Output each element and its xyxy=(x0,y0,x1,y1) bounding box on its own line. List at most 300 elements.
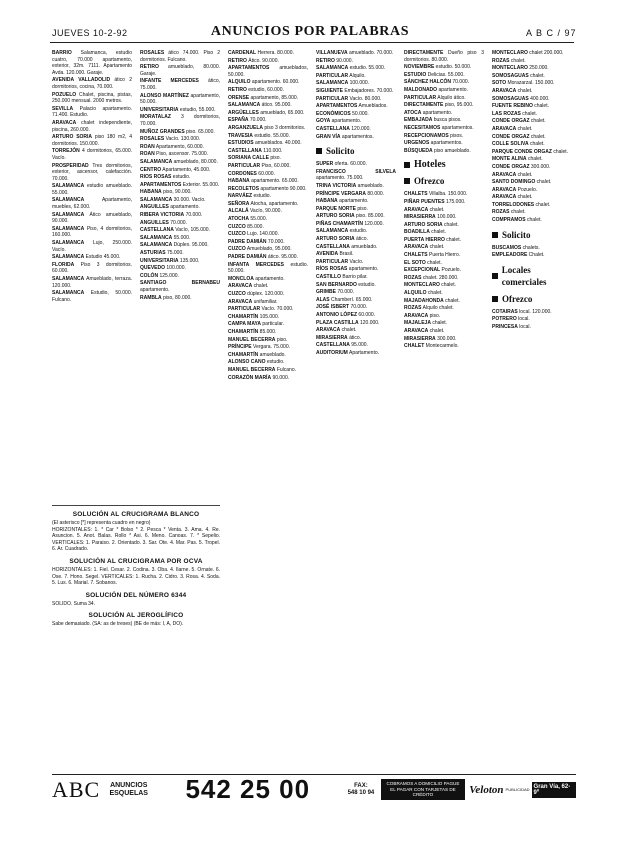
ad-keyword: ALQUILO xyxy=(228,79,251,86)
classified-ad xyxy=(316,103,396,110)
ad-text: ático. 95.000. xyxy=(267,254,298,261)
ad-keyword: EL SOTO xyxy=(404,259,426,266)
ad-keyword: JOSÉ ISBERT xyxy=(316,304,350,311)
ad-text: Vacío. xyxy=(349,258,364,265)
ad-text: Herrera. 80.000. xyxy=(257,50,294,56)
ad-keyword: CHAMARTÍN xyxy=(228,328,259,335)
page-title: ANUNCIOS POR PALABRAS xyxy=(210,24,410,39)
ad-keyword: ARTURO SORIA xyxy=(404,221,443,228)
classified-ad xyxy=(404,102,484,109)
classified-ad xyxy=(492,309,574,316)
classified-ad xyxy=(404,79,484,86)
banner-fax xyxy=(341,783,380,797)
ad-text: apartamento 90.000. xyxy=(260,185,307,192)
ad-text: estudio amueblado. 55.000. xyxy=(52,183,132,196)
classified-ad xyxy=(492,217,574,224)
classified-ad xyxy=(52,183,132,196)
ad-keyword: ALONSO MARTÍNEZ xyxy=(140,92,189,99)
ad-keyword: MUÑOZ GRANDES xyxy=(140,128,185,135)
ad-keyword: UNIVERSITARIA xyxy=(140,106,179,113)
section-heading xyxy=(404,175,484,187)
ad-text: 85.000. xyxy=(259,328,277,335)
classified-ad xyxy=(140,258,220,265)
ad-keyword: PARTICULAR xyxy=(228,306,261,313)
ad-text: estudio. xyxy=(253,193,271,200)
ad-text: chalet. xyxy=(445,297,460,304)
ad-text: amueblado. 70.000. xyxy=(348,50,394,56)
ad-keyword: RIOS ROSAS xyxy=(140,174,172,181)
ad-text: chalet. xyxy=(510,57,526,64)
ad-keyword: ROZAS xyxy=(404,305,422,312)
ad-text: 30.000. Vacío. xyxy=(173,196,206,203)
ad-text: estudio, 55.000. xyxy=(179,106,216,113)
ad-keyword: MONCLOA xyxy=(228,275,254,282)
ad-text: amueblado, 80.000. xyxy=(173,158,218,165)
classified-ad xyxy=(492,88,574,95)
ad-text: Embajadores. 70.000. xyxy=(344,87,394,94)
ad-keyword: ARAVACA xyxy=(228,283,253,290)
ad-text: 100.000. xyxy=(437,214,457,221)
classified-ad xyxy=(316,169,396,182)
classified-ad xyxy=(316,282,396,289)
classified-ad xyxy=(316,111,396,118)
ad-keyword: ANTONIO LÓPEZ xyxy=(316,312,358,318)
ad-text: ático 74.000. Piso 2 dormitorios. Fulcano. xyxy=(140,50,220,63)
bullet-square-icon xyxy=(404,178,410,184)
ad-keyword: RETIRO xyxy=(140,64,159,71)
ad-keyword: GRIMBE xyxy=(316,289,336,296)
ad-keyword: PARTICULAR xyxy=(316,258,349,265)
ad-text: 300.000. xyxy=(437,335,457,342)
ad-text: piso. xyxy=(357,205,368,212)
ad-keyword: BÚSQUEDA xyxy=(404,147,433,154)
ad-text: 135.000. xyxy=(179,257,200,264)
ad-keyword: SALAMANCA xyxy=(52,211,85,218)
ad-text: Vacío. 130.000. xyxy=(165,136,201,143)
classified-ad xyxy=(228,155,308,162)
classified-ad xyxy=(404,305,484,312)
ad-keyword: ARTURO SORIA xyxy=(316,213,355,220)
ad-text: 70.000. xyxy=(267,238,285,245)
ad-keyword: EMBAJADA xyxy=(404,117,433,124)
classified-ad xyxy=(140,174,220,181)
ad-keyword: EMPLEADORE xyxy=(492,252,528,259)
solution-note: (El asterisco [*] representa cuadro en negro) xyxy=(52,520,151,526)
ad-text: estudio, 60.000. xyxy=(248,86,284,93)
classified-ad xyxy=(228,193,308,200)
ad-text: chalet. xyxy=(536,179,552,186)
ad-keyword: PARQUE NORTE xyxy=(316,205,356,212)
column-4 xyxy=(316,50,396,790)
classified-ad xyxy=(228,231,308,238)
ad-keyword: ARAVACA xyxy=(492,194,517,201)
ad-text: piso, 90.000. xyxy=(163,189,192,196)
ad-text: 80.000. xyxy=(367,190,385,197)
classified-ad xyxy=(140,136,220,143)
ad-keyword: EXCEPCIONAL xyxy=(404,267,441,274)
ad-keyword: CHAMARTÍN xyxy=(228,313,259,320)
classified-ad xyxy=(52,106,132,119)
ad-keyword: SALAMANCA xyxy=(52,290,85,297)
ad-text: Tres dormitorios, exterior, ascensor, calefacción. 70.000. xyxy=(52,162,132,182)
ad-text: apartamento. xyxy=(331,118,362,125)
classified-ad xyxy=(228,306,308,313)
ad-keyword: TRINA VICTORIA xyxy=(316,182,357,189)
ad-text: estudio. 55.000. xyxy=(349,65,386,72)
ad-text: Vacío. 70.000. xyxy=(261,306,294,313)
ad-keyword: RETIRO xyxy=(316,57,335,64)
ad-text: apartamentos. xyxy=(430,140,463,147)
ad-text: unifamiliar. xyxy=(253,298,278,305)
ad-keyword: CASTELLANA xyxy=(140,227,174,234)
ad-text: 120.000. xyxy=(364,220,384,227)
ad-keyword: CONDE ORGAZ xyxy=(492,118,530,125)
ad-keyword: SUPER xyxy=(316,161,334,168)
ad-keyword: UNIVERSITARIA xyxy=(140,257,179,264)
ad-keyword: SALAMANCA xyxy=(52,254,85,261)
classified-ad xyxy=(492,172,574,179)
ad-text: chalet. xyxy=(341,327,357,334)
ad-text: chalet. xyxy=(427,259,442,266)
classified-ad xyxy=(52,148,132,161)
ad-keyword: RAMBLA xyxy=(140,294,162,301)
ad-text: piso, 95.000. xyxy=(444,102,474,109)
ad-text: Lujo, 250.000. Vacío. xyxy=(52,240,132,253)
classified-ad xyxy=(404,222,484,229)
ad-keyword: SALAMANCA xyxy=(228,102,261,109)
classified-ad xyxy=(228,208,308,215)
banner-anuncios-label: ANUNCIOS ESQUELAS xyxy=(109,781,148,797)
classified-ad xyxy=(140,242,220,249)
ad-keyword: AUDITORIUM xyxy=(316,349,348,356)
classified-ad xyxy=(316,266,396,273)
ad-text: dúplex. 120.000. xyxy=(247,291,285,297)
ad-text: 100.000. xyxy=(166,265,186,272)
ad-text: Amueblado, terraza. 120.000. xyxy=(52,276,132,289)
classified-ad xyxy=(316,80,396,87)
solution-title: SOLUCIÓN DEL NÚMERO 6344 xyxy=(85,591,187,599)
ad-keyword: ARAVACA xyxy=(404,312,429,319)
ad-text: Chamberí. 65.000. xyxy=(331,296,373,303)
classified-ad xyxy=(492,73,574,80)
classified-ad xyxy=(140,93,220,106)
ad-keyword: CUZCO xyxy=(228,231,246,238)
ad-text: Piso 3 dormitorios. 60.000. xyxy=(52,261,132,275)
classified-ad xyxy=(140,159,220,166)
classified-ad xyxy=(228,299,308,306)
ad-text: ático 2 dormitorios, cocina, 70.000. xyxy=(52,77,132,90)
classified-ad xyxy=(228,171,308,178)
ad-text: Amueblados. xyxy=(358,103,388,110)
ad-text: 120.000. xyxy=(351,125,371,132)
classified-ad xyxy=(316,259,396,266)
classified-ad xyxy=(404,267,484,274)
ad-text: piso. xyxy=(270,155,281,162)
classified-ad xyxy=(228,79,308,86)
ad-text: particular. xyxy=(262,321,285,328)
ad-keyword: CASTELLANA xyxy=(316,243,350,250)
ad-text: 120.000. xyxy=(359,319,380,326)
ad-text: ático, 75.000. xyxy=(140,78,220,91)
classified-ad xyxy=(492,134,574,141)
ad-keyword: PRINCESA xyxy=(492,324,518,331)
classified-ad xyxy=(228,201,308,208)
issue-date: JUEVES 10-2-92 xyxy=(52,28,128,38)
ad-text: chalets. xyxy=(522,244,540,251)
ad-text: 95.000. xyxy=(351,342,368,349)
ad-keyword: ALAS xyxy=(316,296,330,303)
ad-keyword: CONDE ORGAZ xyxy=(492,133,530,140)
ad-keyword: ALCALÁ xyxy=(228,208,249,215)
ad-keyword: ARAVACA xyxy=(404,328,429,334)
classified-ad xyxy=(52,77,132,90)
ad-keyword: SALAMANCA xyxy=(316,65,349,72)
ad-text: estudio. 50.000. xyxy=(228,261,308,275)
ad-keyword: POTRERO xyxy=(492,316,517,323)
ad-text: estudio. xyxy=(349,228,368,235)
classified-ad xyxy=(492,65,574,72)
ad-text: chalet. xyxy=(444,221,459,228)
section-label: Ofrezco xyxy=(414,176,445,187)
ad-text: chalet. xyxy=(522,110,538,117)
ad-keyword: ROZAS xyxy=(404,274,422,281)
ad-keyword: APARTAMENTOS xyxy=(228,65,270,72)
classified-ad xyxy=(140,212,220,219)
column-6 xyxy=(492,50,574,790)
ad-keyword: RECEPCIONAMOS xyxy=(404,132,449,139)
classified-ad xyxy=(404,313,484,320)
ad-keyword: TORREJÓN xyxy=(52,148,80,155)
section-heading xyxy=(404,159,484,170)
ad-text: apartamento. xyxy=(255,275,285,282)
ad-text: estudio. xyxy=(358,281,376,288)
ad-keyword: SALAMANCA xyxy=(52,183,85,190)
ad-keyword: CORAZÓN MARÍA xyxy=(228,374,272,381)
ad-keyword: SOTO xyxy=(492,80,507,87)
classified-ad xyxy=(492,50,574,57)
ad-text: 3 dormitorios, 70.000. xyxy=(140,114,220,127)
ad-keyword: DIRECTAMENTE xyxy=(404,50,444,56)
ad-keyword: URGENOS xyxy=(404,140,430,147)
classified-ad xyxy=(140,129,220,136)
ad-text: chalet 200.000. xyxy=(529,50,564,56)
classified-ad xyxy=(52,240,132,253)
ad-keyword: ARTURO SORIA xyxy=(316,236,355,243)
classified-ad xyxy=(404,199,484,206)
ad-keyword: TORRELODONES xyxy=(492,201,535,208)
ad-text: Puerta Hierro. xyxy=(429,252,461,259)
ad-keyword: SALAMANCA xyxy=(52,197,85,204)
ad-text: 175.000. xyxy=(445,198,466,205)
ad-keyword: PIÑAR PUENTES xyxy=(404,198,445,205)
section-label: Hoteles xyxy=(414,159,446,171)
ad-keyword: CARDENAL xyxy=(228,50,257,56)
ad-text: chalet. xyxy=(253,283,269,290)
classified-ad xyxy=(404,95,484,102)
classified-ad xyxy=(492,179,574,186)
ad-text: apartamentos. xyxy=(441,124,474,131)
ad-text: chalet. xyxy=(441,282,456,289)
ad-keyword: DIRECTAMENTE xyxy=(404,102,444,109)
ad-keyword: CONDE ORGAZ xyxy=(492,163,530,170)
ad-text: Brasil. xyxy=(339,251,354,258)
ad-keyword: CENTRO xyxy=(140,166,162,173)
ad-keyword: COLÓN xyxy=(140,272,159,279)
ad-text: apartamentos. xyxy=(341,133,374,140)
ad-keyword: ARAVACA xyxy=(404,244,429,251)
ad-keyword: SEÑORA xyxy=(228,200,250,207)
classified-ad xyxy=(140,78,220,91)
ad-keyword: MIRASIERRA xyxy=(404,335,436,342)
ad-keyword: ANGUILLES xyxy=(140,204,169,211)
ad-text: Atocha, apartamento. xyxy=(250,200,299,207)
classified-ad xyxy=(228,140,308,147)
classified-ad xyxy=(228,216,308,223)
ad-keyword: ARAVACA xyxy=(228,298,253,305)
ad-text: Piso, ascensor. 75.000. xyxy=(156,151,209,158)
ad-keyword: CASTELLANA xyxy=(316,342,350,349)
ad-keyword: ATOCHA xyxy=(228,216,249,223)
ad-keyword: RETIRO xyxy=(228,57,247,64)
ad-keyword: MALDONADO xyxy=(404,86,438,93)
classified-ad xyxy=(228,283,308,290)
ad-text: 60.000. xyxy=(258,170,275,177)
ad-keyword: MONTECLARO xyxy=(492,65,528,72)
bullet-square-icon xyxy=(492,296,498,302)
ad-text: piso. 85.000. xyxy=(356,213,385,220)
ad-text: Alquilo. xyxy=(349,72,366,79)
classified-ad xyxy=(228,321,308,328)
classified-ad xyxy=(404,140,484,147)
ad-text: 70.000. xyxy=(452,79,470,86)
classified-ad xyxy=(140,204,220,211)
ad-keyword: GRAN VÍA xyxy=(316,133,341,140)
ad-text: oferta. 60.000. xyxy=(334,161,367,168)
classified-ad xyxy=(404,64,484,71)
ad-text: 300.000. xyxy=(530,163,551,170)
ad-keyword: SALAMANCA xyxy=(52,225,85,232)
ad-text: chalet. xyxy=(517,194,533,201)
ad-text: apartamento. xyxy=(348,266,379,273)
classified-ad xyxy=(316,118,396,125)
classified-ad xyxy=(228,367,308,374)
ad-text: 70.000. xyxy=(170,219,187,226)
ad-text: piso. xyxy=(276,336,288,343)
ad-keyword: HABANA xyxy=(316,198,338,205)
ad-keyword: ALONSO CANO xyxy=(228,359,266,366)
classified-ad xyxy=(140,250,220,257)
ad-text: chalet. xyxy=(527,156,543,163)
ad-keyword: QUEVEDO xyxy=(140,265,166,272)
ad-keyword: BARRIO xyxy=(52,50,72,56)
column-2 xyxy=(140,50,220,494)
classified-ad xyxy=(492,103,574,110)
classified-ad xyxy=(316,191,396,198)
classified-ad xyxy=(228,117,308,124)
ad-text: 100.000. xyxy=(349,80,370,87)
ad-keyword: CASTELLANA xyxy=(228,147,262,154)
classified-ad xyxy=(404,191,484,198)
ad-text: Montecarmelo. xyxy=(425,343,459,350)
ad-text: apartamento, 50.000. xyxy=(140,92,220,106)
header-rule xyxy=(50,42,574,43)
ad-keyword: PROSPERIDAD xyxy=(52,162,89,169)
classified-ad xyxy=(492,187,574,194)
ad-text: Dúplex. 95.000. xyxy=(173,242,209,249)
agency-brand: Veloton xyxy=(469,783,504,796)
classified-ad xyxy=(404,328,484,335)
bullet-square-icon xyxy=(492,232,498,238)
ad-keyword: ECONÓMICOS xyxy=(316,110,351,117)
ad-text: chalet. xyxy=(431,229,446,236)
classified-ad xyxy=(316,350,396,357)
ad-text: Villalba. 150.000. xyxy=(429,191,468,198)
classified-ad xyxy=(492,96,574,103)
classified-ad xyxy=(316,65,396,72)
classified-ad xyxy=(492,111,574,118)
fax-number: 548 10 94 xyxy=(347,789,375,796)
ad-text: 50.000. xyxy=(352,110,369,117)
classified-ad xyxy=(228,359,308,366)
ad-keyword: APARTAMENTOS xyxy=(316,103,358,110)
agency-logo xyxy=(469,782,576,798)
ad-keyword: PIÑAS CHAMARTÍN xyxy=(316,220,363,227)
ad-text: piso amueblado. xyxy=(434,147,471,154)
ad-keyword: PARTICULAR xyxy=(316,95,349,102)
ad-text: Estudio 45.000. xyxy=(85,254,121,261)
classified-ad xyxy=(316,244,396,251)
section-heading xyxy=(492,264,574,288)
abc-classified-banner xyxy=(52,774,576,804)
classified-ad xyxy=(316,88,396,95)
classified-ad xyxy=(228,163,308,170)
ad-keyword: PADRE DAMIÁN xyxy=(228,254,267,261)
ad-keyword: PARTICULAR xyxy=(404,94,437,101)
classified-ad xyxy=(404,260,484,267)
ad-text: 400.000. xyxy=(530,95,550,102)
classified-ad xyxy=(228,239,308,246)
classified-ad xyxy=(404,125,484,132)
ad-keyword: ARAVACA xyxy=(492,125,517,132)
ad-keyword: SÁNCHEZ HALCÓN xyxy=(404,79,451,86)
ad-text: Delicias. 55.000. xyxy=(427,71,465,78)
solution-text: HORIZONTALES: 1. Fiel. Cesar. 2. Codina. 3. Oba. 4. Ilarne. 5. Ornate. 6. Ose. 7. Hono. Segel. VERTICALES: 1. Rucha. 2. Cidro. 3. Rosa. 4. Soda. 5. Lus. 6. Marial. 7. Sobanos. xyxy=(52,566,220,587)
ad-keyword: ARAVACA xyxy=(52,119,77,126)
classified-ad xyxy=(316,327,396,334)
ad-text: Exterior. 55.000. xyxy=(182,181,220,188)
ad-text: Chalet, piscina, pistas, 250.000 mensual. 2000 metros. xyxy=(52,91,132,105)
ad-keyword: CHAMARTÍN xyxy=(228,351,259,358)
banner-promo: COBRAMOS A DOMICILIO PAGUE EL PAGAR CON TARJETAS DE CRÉDITO xyxy=(381,779,466,800)
classified-ad xyxy=(52,262,132,275)
ad-keyword: MANUEL BECERRA xyxy=(228,336,276,343)
ad-text: chalet. xyxy=(517,125,533,132)
ad-text: Palacio apartamento. 71.400. Estudio. xyxy=(52,105,132,119)
classified-ad xyxy=(404,87,484,94)
classified-ad xyxy=(52,276,132,289)
ad-keyword: INFANTA MERCEDES xyxy=(228,261,284,268)
classified-ad xyxy=(404,50,484,63)
ad-keyword: CASTILLO xyxy=(316,274,341,281)
ad-keyword: RIBERA VICTORIA xyxy=(140,212,185,219)
ad-text: apartamento. xyxy=(438,86,468,93)
classified-ad xyxy=(228,178,308,185)
ad-keyword: PADRE DAMIÁN xyxy=(228,238,267,245)
ad-text: pisos. xyxy=(450,132,464,139)
classified-ad xyxy=(316,236,396,243)
ad-keyword: NOVIEMBRE xyxy=(404,64,435,71)
classified-ad xyxy=(52,92,132,105)
